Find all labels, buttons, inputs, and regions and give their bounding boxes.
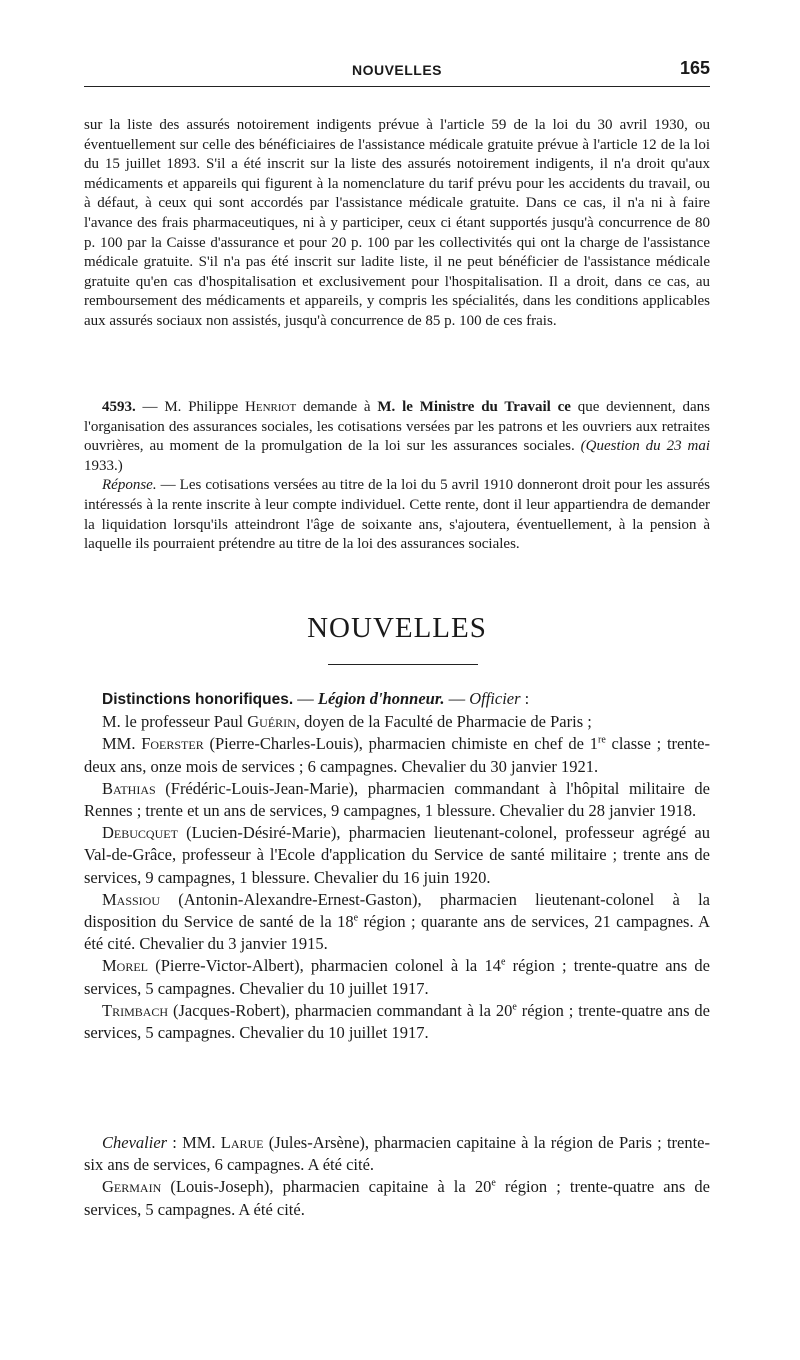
question-4593: [84, 398, 710, 555]
question-number: 4593.: [102, 399, 136, 415]
section-divider: [328, 664, 478, 665]
paragraph-continuation: [84, 116, 710, 332]
section-title: NOUVELLES: [307, 612, 487, 644]
entry-massiou: Massiou (Antonin-Alexandre-Ernest-Gaston), pharmacien lieutenant-colonel à la disposition du Service de santé de la 18e région ; quarante ans de services, 21 campagnes. A été cité. Chevalier du 3 janvier 1915.: [84, 889, 710, 954]
page-number: 165: [679, 58, 710, 78]
minister: M. le Ministre du Travail ce: [377, 399, 571, 415]
entry-larue: Chevalier : MM. Larue (Jules-Arsène), pharmacien capitaine à la région de Paris ; trente-six ans de services, 6 campagnes. A été cité.: [84, 1133, 710, 1175]
entry-guerin: M. le professeur Paul Guérin, doyen de la Faculté de Pharmacie de Paris ;: [102, 712, 592, 732]
chevalier-label: Chevalier: [102, 1133, 168, 1152]
entry-germain: Germain (Louis-Joseph), pharmacien capitaine à la 20e région ; trente-quatre ans de services, 5 campagnes. A été cité.: [84, 1177, 711, 1219]
chevalier-section: [84, 1132, 710, 1221]
entry-debucquet: Debucquet (Lucien-Désiré-Marie), pharmacien lieutenant-colonel, professeur agrégé au Val-de-Grâce, professeur à l'Ecole d'application du Service de santé militaire ; trente ans de services, 9 campagnes, 1 blessure. Chevalier du 16 juin 1920.: [84, 823, 710, 887]
running-title: NOUVELLES: [351, 62, 443, 78]
entry-morel: Morel (Pierre-Victor-Albert), pharmacien colonel à la 14e région ; trente-quatre ans de services, 5 campagnes. Chevalier du 10 juillet 1917.: [84, 956, 710, 998]
distinctions-section: [84, 688, 710, 1044]
legion-label: Légion d'honneur.: [317, 689, 445, 708]
entry-bathias: Bathias (Frédéric-Louis-Jean-Marie), pharmacien commandant à l'hôpital militaire de Rennes ; trente et un ans de services, 9 campagnes, 1 blessure. Chevalier du 28 janvier 1918.: [84, 778, 710, 821]
distinctions-heading: Distinctions honorifiques. — Légion d'honneur. — Officier :: [102, 689, 530, 708]
response-label: Réponse.: [102, 477, 157, 494]
entry-foerster: MM. Foerster (Pierre-Charles-Louis), pharmacien chimiste en chef de 1re classe ; trente-deux ans, onze mois de services ; 6 campagnes. Chevalier du 30 janvier 1921.: [84, 734, 710, 776]
deputy-name: Henriot: [245, 399, 297, 415]
question-paragraph: 4593. — M. Philippe Henriot demande à M. le Ministre du Travail ce que deviennent, dans l'organisation des assurances sociales, les cotisations versées par les patrons et les ouvriers aux retraites ouvrières, au moment de la promulgation de la loi sur les assurances sociales. (Question du 23 mai 1933.): [84, 399, 710, 474]
officier-label: Officier: [469, 689, 521, 708]
entry-trimbach: Trimbach (Jacques-Robert), pharmacien commandant à la 20e région ; trente-quatre ans de services, 5 campagnes. Chevalier du 10 juillet 1917.: [84, 1000, 710, 1043]
paragraph-1: sur la liste des assurés notoirement indigents prévue à l'article 59 de la loi du 30 avril 1930, ou éventuellement sur celle des bénéficiaires de l'assistance médicale gratuite prévue à l'article 12 de la loi du 15 juillet 1893. S'il a été inscrit sur la liste des assurés notoirement indigents, il n'a droit qu'aux médicaments et appareils qui figurent à la nomenclature du tarif prévu pour les accidents du travail, ou à défaut, à ceux qui sont accordés par l'assistance médicale gratuite. Dans ce cas, il n'a ni à faire l'avance des frais pharmaceutiques, ni à y participer, ceux ci étant supportés jusqu'à concurrence de 80 p. 100 par la Caisse d'assurance et pour 20 p. 100 par les collectivités qui ont la charge de l'assistance médicale gratuite. S'il n'a pas été inscrit sur ladite liste, il ne peut bénéficier de l'assistance médicale gratuite qu'en cas d'hospitalisation et exclusivement pour l'hospitalisation. Il a droit, dans ce cas, au remboursement des médicaments et appareils, y compris les spécialités, dans les conditions applicables aux assurés sociaux non assistés, jusqu'à concurrence de 85 p. 100 de ces frais.: [84, 117, 710, 329]
question-reference: (Question du 23 mai: [580, 438, 710, 455]
running-header: [84, 58, 710, 87]
response-paragraph: Réponse. — Les cotisations versées au titre de la loi du 5 avril 1910 donneront droit pour les assurés intéressés à la rente inscrite à leur compte individuel. Cette rente, dont il leur appartiendra de demander la liquidation lorsqu'ils atteindront l'âge de soixante ans, s'ajoutera, éventuellement, à la pension à laquelle ils pourraient prétendre au titre de la loi des assurances sociales.: [84, 477, 710, 553]
